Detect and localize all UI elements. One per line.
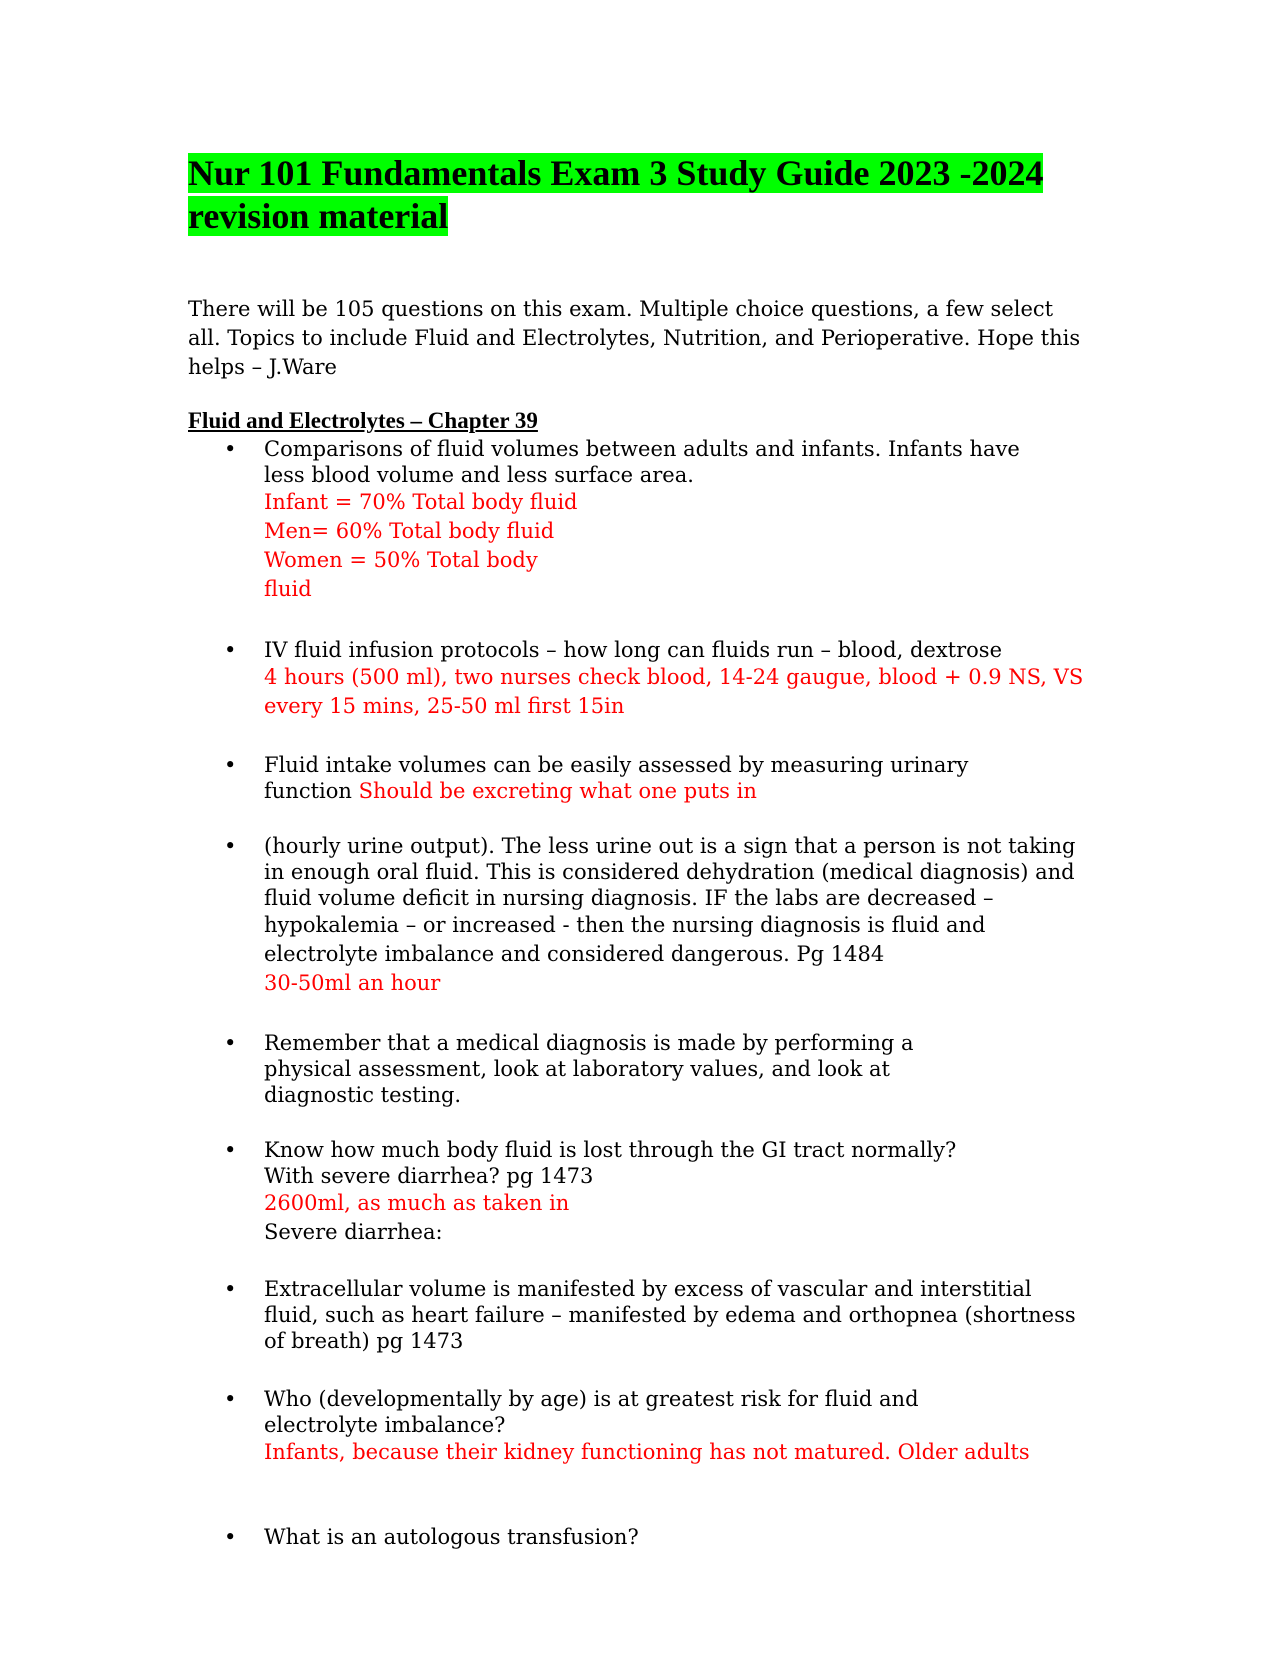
intro-paragraph: There will be 105 questions on this exam. Multiple choice questions, a few select all. Topics to include Fluid and Electrolytes, Nutrition, and Perioperative. Hope this helps – J.Ware — [188, 297, 1081, 379]
answer-text: Men= 60% Total body fluid — [264, 519, 555, 543]
question-text: in enough oral fluid. This is considered dehydration (medical diagnosis) and — [264, 860, 1075, 884]
bullet-icon: • — [224, 1031, 237, 1055]
question-text: of breath) pg 1473 — [264, 1329, 464, 1353]
answer-text: 4 hours (500 ml), two nurses check blood, 14-24 gaugue, blood + 0.9 NS, VS — [264, 665, 1084, 689]
answer-text: Should be excreting what one puts in — [358, 779, 757, 803]
question-text: Remember that a medical diagnosis is made by performing a — [264, 1031, 914, 1055]
question-text: Extracellular volume is manifested by excess of vascular and interstitial — [264, 1277, 1032, 1301]
question-text: Fluid intake volumes can be easily assessed by measuring urinary — [264, 753, 969, 777]
question-answer-line — [264, 778, 1124, 804]
answer-text: every 15 mins, 25-50 ml first 15in — [264, 694, 625, 718]
bullet-icon: • — [224, 834, 237, 858]
answer-text: fluid — [264, 577, 312, 601]
bullet-icon: • — [224, 1525, 237, 1549]
title-line-1: Nur 101 Fundamentals Exam 3 Study Guide 2023 -2024 — [188, 153, 1044, 193]
question-text: Severe diarrhea: — [264, 1220, 443, 1244]
bullet-icon: • — [224, 638, 237, 662]
question-text: electrolyte imbalance? — [264, 1413, 506, 1437]
question-text: fluid volume deficit in nursing diagnosis. IF the labs are decreased – — [264, 886, 994, 910]
question-text: With severe diarrhea? pg 1473 — [264, 1164, 594, 1188]
answer-text: Infants, because their kidney functioning has not matured. Older adults — [264, 1440, 1030, 1464]
question-text: IV fluid infusion protocols – how long can fluids run – blood, dextrose — [264, 638, 1002, 662]
bullet-icon: • — [224, 1387, 237, 1411]
document-title — [188, 152, 1088, 238]
question-text: Know how much body fluid is lost through the GI tract normally? — [264, 1138, 957, 1162]
question-text: Comparisons of fluid volumes between adults and infants. Infants have — [264, 437, 1020, 461]
bullet-icon: • — [224, 1277, 237, 1301]
title-line-2: revision material — [188, 196, 449, 236]
question-text: less blood volume and less surface area. — [264, 463, 694, 487]
question-text: function — [264, 779, 352, 803]
question-text: fluid, such as heart failure – manifested by edema and orthopnea (shortness — [264, 1303, 1076, 1327]
answer-text: 2600ml, as much as taken in — [264, 1191, 570, 1215]
question-text: Who (developmentally by age) is at greatest risk for fluid and — [264, 1387, 919, 1411]
question-text: physical assessment, look at laboratory values, and look at — [264, 1057, 890, 1081]
title-highlight — [188, 153, 1043, 236]
question-text: hypokalemia – or increased - then the nursing diagnosis is fluid and — [264, 913, 986, 937]
question-text: diagnostic testing. — [264, 1083, 462, 1107]
answer-text: Women = 50% Total body — [264, 548, 538, 572]
answer-text: 30-50ml an hour — [264, 971, 441, 995]
answer-text: Infant = 70% Total body fluid — [264, 490, 578, 514]
bullet-icon: • — [224, 1138, 237, 1162]
question-text: electrolyte imbalance and considered dangerous. Pg 1484 — [264, 942, 885, 966]
bullet-icon: • — [224, 753, 237, 777]
bullet-icon: • — [224, 437, 237, 461]
question-text: What is an autologous transfusion? — [264, 1525, 639, 1549]
section-heading: Fluid and Electrolytes – Chapter 39 — [188, 408, 538, 433]
question-text: (hourly urine output). The less urine out is a sign that a person is not taking — [264, 834, 1076, 858]
